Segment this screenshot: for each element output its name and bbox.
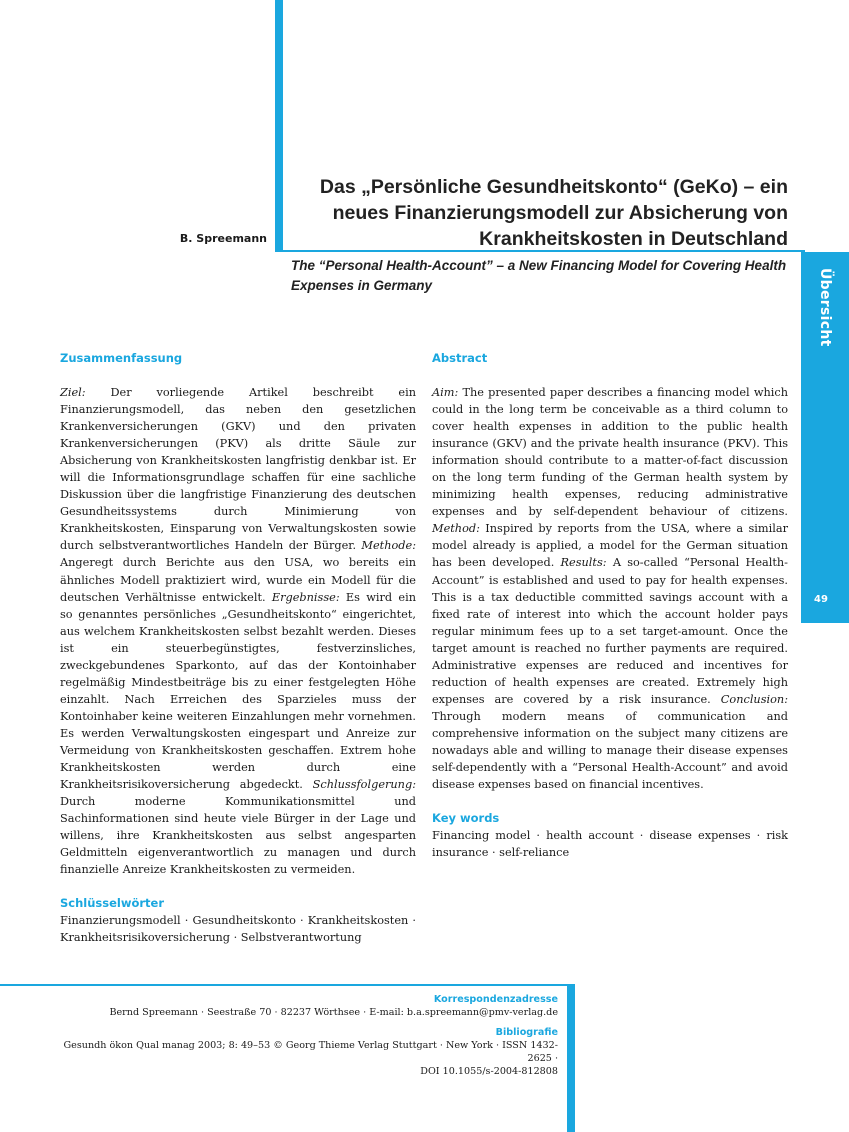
article-title (300, 174, 788, 252)
subtitle-line: The “Personal Health-Account” – a New Financing Model for Covering Health (291, 258, 787, 273)
label-aim: Aim: (432, 386, 459, 399)
title-line: Das „Persönliche Gesundheitskonto“ (GeKo) – ein (319, 176, 788, 198)
article-subtitle (291, 256, 796, 296)
text-method: Inspired by reports from the USA, where a similar model already is applied, a model for the German situation has been developed. (432, 522, 788, 570)
page-number: 49 (814, 594, 828, 605)
german-keywords-heading: Schlüsselwörter (60, 896, 165, 911)
english-abstract-heading: Abstract (432, 351, 488, 365)
title-line: Krankheitskosten in Deutschland (479, 228, 788, 250)
subtitle-line: Expenses in Germany (291, 278, 433, 293)
correspondence-text: Bernd Spreemann · Seestraße 70 · 82237 Wörthsee · E-mail: b.a.spreemann@pmv-verlag.de (109, 1007, 558, 1018)
footer-rule (0, 984, 574, 986)
english-abstract-column (432, 350, 788, 861)
label-results: Results: (560, 556, 607, 570)
label-conclusion: Schlussfolgerung: (312, 778, 416, 792)
correspondence-block (40, 993, 558, 1019)
german-abstract-body (60, 384, 416, 878)
label-method: Method: (432, 522, 480, 536)
bibliography-heading: Bibliografie (495, 1027, 558, 1038)
text-results: Es wird ein so genanntes persönliches „Gesundheitskonto“ eingerichtet, aus welchem Krankheitskosten selbst bezahlt werden. Dieses ist ein steuerbegünstigtes, festverzinsliches, zweckgebundenes Sparkonto, auf das der Kontoinhaber regelmäßig Mindestbeiträge bis zu einer festgelegten Höhe einzahlt. Nach Erreichen des Sparzieles muss der Kontoinhaber keine weiteren Einzahlungen mehr vornehmen. Es werden Verwaltungskosten eingespart und Anreize zur Vermeidung von Krankheitskosten geschaffen. Extrem hohe Krankheitskosten werden durch eine Krankheitsrisikoversicherung abgedeckt. (60, 590, 417, 792)
text-conclusion: Durch moderne Kommunikationsmittel und Sachinformationen sind heute viele Bürger in der Lage und willens, ihre Krankheitskosten aus selbst angesparten Geldmitteln eigenverantwortlich zu managen und durch finanzielle Anreize Krankheitskosten zu vermeiden. (60, 795, 416, 877)
label-results: Ergebnisse: (271, 590, 340, 604)
german-abstract-heading: Zusammenfassung (60, 351, 183, 365)
title-line: neues Finanzierungsmodell zur Absicherung von (332, 202, 788, 224)
label-conclusion: Conclusion: (720, 692, 788, 706)
text-results: A so-called “Personal Health-Account” is established and used to pay for health expenses. This is a tax deductible committed savings account with a fixed rate of interest into which the account holder pays regular minimum fees up to a set target-amount. Once the target amount is reached no further payments are required. Administrative expenses are reduced and incentives for reduction of health expenses are created. Extremely high expenses are covered by a risk insurance. (432, 556, 788, 706)
english-keywords: Financing model · health account · disease expenses · risk insurance · self-reliance (432, 829, 788, 860)
bibliography-block (40, 1026, 558, 1078)
label-method: Methode: (361, 539, 416, 553)
footer-accent-bar (567, 984, 575, 1132)
author-name: B. Spreemann (179, 232, 267, 245)
bibliography-line: Gesundh ökon Qual manag 2003; 8: 49–53 © Georg Thieme Verlag Stuttgart · New York · ISSN 1432-2625 · (63, 1040, 558, 1064)
correspondence-heading: Korrespondenzadresse (433, 994, 558, 1005)
text-method: Angeregt durch Berichte aus den USA, wo bereits ein ähnliches Modell praktiziert wird, wurde ein Modell für die deutschen Verhältnisse entwickelt. (60, 556, 416, 604)
text-aim: The presented paper describes a financing model which could in the long term be conceivable as a third column to cover health expenses in addition to the public health insurance (GKV) and the private health insurance (PKV). This information should contribute to a matter-of-fact discussion on the long term funding of the German health system by minimizing health expenses, reducing administrative expenses and by self-dependent behaviour of citizens. (432, 386, 788, 519)
label-aim: Ziel: (60, 386, 86, 399)
german-keywords: Finanzierungsmodell · Gesundheitskonto · Krankheitskosten · Krankheitsrisikoversicherung · Selbstverantwortung (60, 914, 416, 945)
english-abstract-body (432, 384, 788, 793)
english-keywords-heading: Key words (432, 811, 500, 826)
section-label-container (801, 252, 849, 362)
text-conclusion: Through modern means of communication and comprehensive information on the subject many citizens are nowadays able and willing to manage their disease expenses self-dependently with a “Personal Health-Account” and avoid disease expenses based on financial incentives. (432, 709, 788, 792)
top-accent-bar (275, 0, 283, 252)
german-abstract-column (60, 350, 416, 946)
bibliography-line: DOI 10.1055/s-2004-812808 (420, 1066, 558, 1077)
section-label: Übersicht (817, 267, 833, 347)
text-aim: Der vorliegende Artikel beschreibt ein Finanzierungsmodell, das neben den gesetzlichen Krankenversicherungen (GKV) und den privaten Krankenversicherungen (PKV) als dritte Säule zur Absicherung von Krankheitskosten langfristig denkbar ist. Er will die Informationsgrundlage schaffen für eine sachliche Diskussion über die langfristige Finanzierung des deutschen Gesundheitssystems durch Minimierung von Krankheitskosten, Einsparung von Verwaltungskosten sowie durch selbstverantwortliches Handeln der Bürger. (60, 386, 416, 553)
